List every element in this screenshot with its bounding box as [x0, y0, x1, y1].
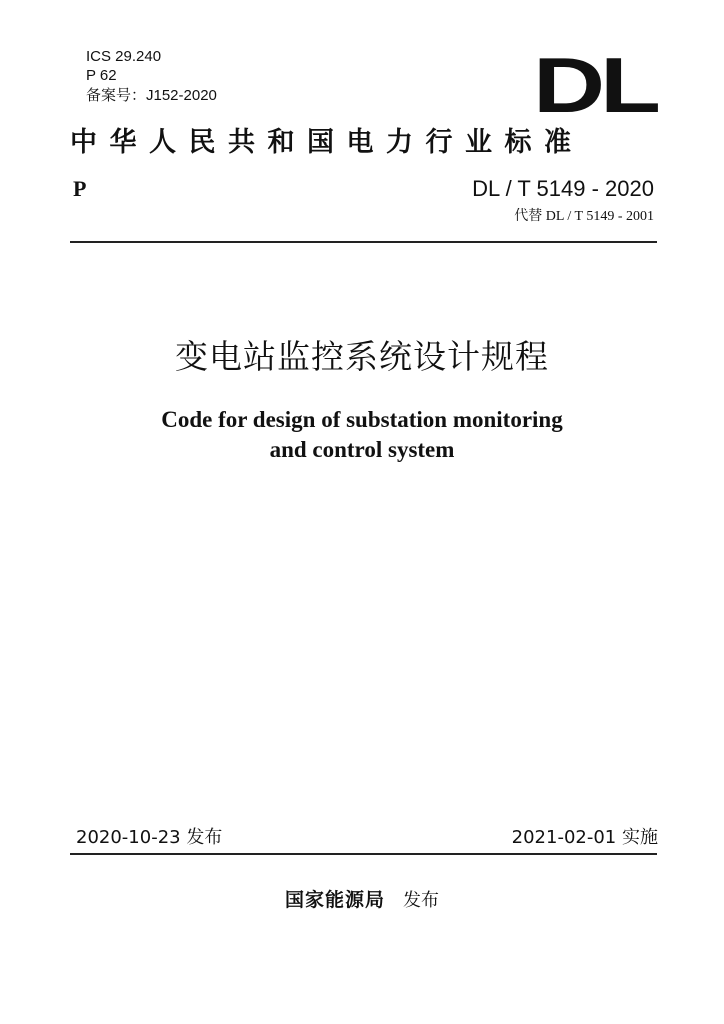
- title-english-line-1: Code for design of substation monitoring: [161, 407, 563, 432]
- issue-date: 2020-10-23 发布: [76, 827, 223, 848]
- top-divider: [70, 241, 657, 243]
- implementation-date: 2021-02-01 实施: [511, 827, 658, 848]
- classification-code: P 62: [86, 67, 117, 84]
- publisher-organization: 国家能源局: [284, 889, 385, 911]
- standard-number: DL / T 5149 - 2020: [472, 176, 654, 201]
- issuing-authority: 中华人民共和国电力行业标准: [70, 127, 584, 158]
- dl-logo: DL: [533, 41, 656, 129]
- title-chinese: 变电站监控系统设计规程: [175, 337, 549, 376]
- publisher-line: [0, 886, 724, 915]
- bottom-divider: [70, 853, 657, 855]
- standard-category: P: [73, 176, 87, 201]
- ics-code: ICS 29.240: [86, 48, 162, 65]
- title-english-line-2: and control system: [269, 437, 455, 462]
- replaced-standard: 代替 DL / T 5149 - 2001: [514, 209, 654, 224]
- record-number: 备案号：J152-2020: [86, 87, 217, 104]
- publisher-action: 发布: [403, 890, 439, 911]
